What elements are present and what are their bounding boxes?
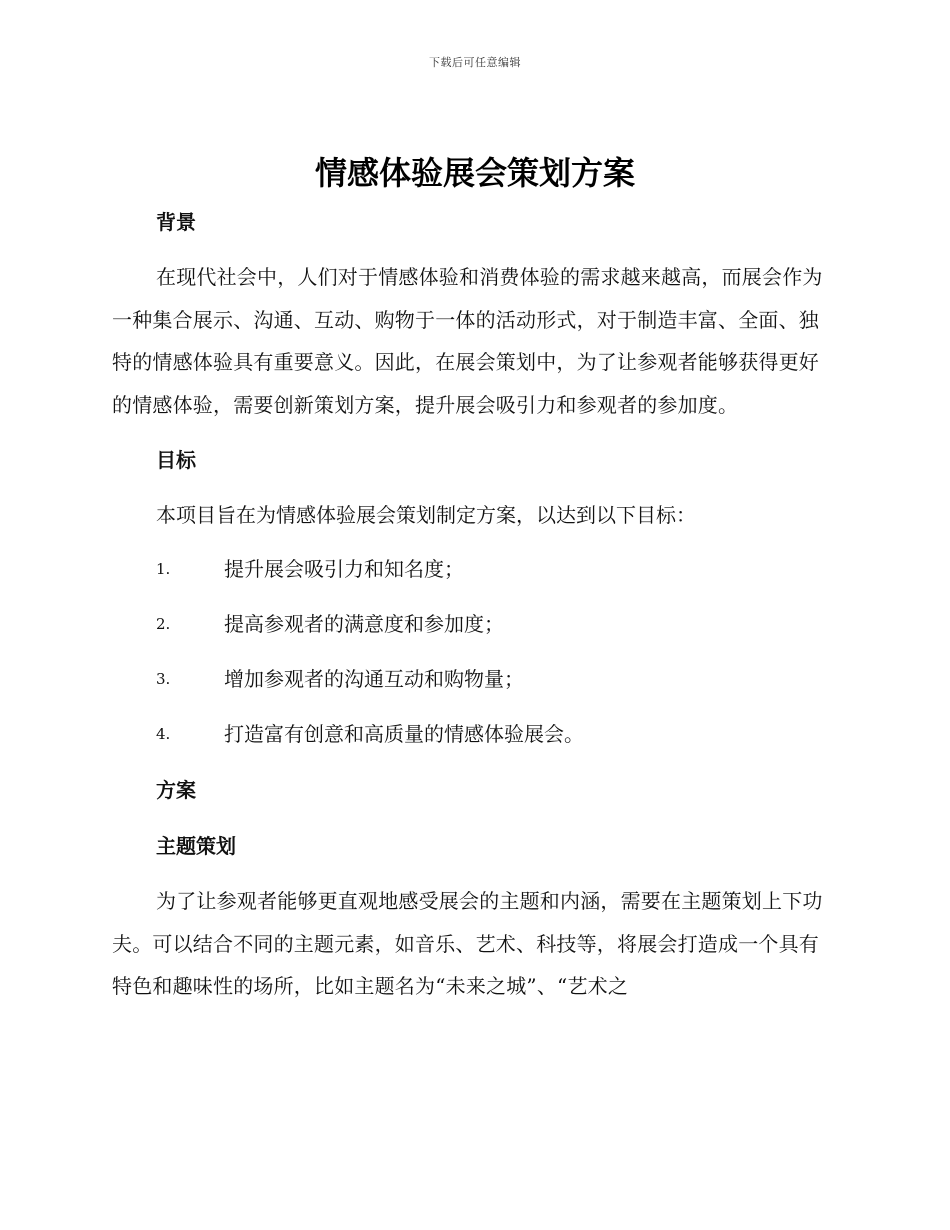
list-item-text: 提高参观者的满意度和参加度；: [224, 612, 504, 636]
header-note: 下载后可任意编辑: [429, 56, 521, 69]
list-item-text: 提升展会吸引力和知名度；: [224, 557, 464, 581]
goals-intro: 本项目旨在为情感体验展会策划制定方案，以达到以下目标：: [156, 503, 696, 527]
theme-paragraph: 为了让参观者能够更直观地感受展会的主题和内涵，需要在主题策划上下功夫。可以结合不同的主题元素，如音乐、艺术、科技等，将展会打造成一个具有特色和趣味性的场所，比如主题名为“未来之城”、“艺术之: [112, 889, 823, 998]
list-item: [112, 658, 836, 713]
section-heading-plan: 方案: [156, 778, 196, 802]
section-heading-theme: 主题策划: [156, 834, 236, 858]
list-item-number: 2.: [156, 615, 171, 633]
list-item: [112, 603, 836, 658]
section-heading-goals: 目标: [156, 448, 196, 472]
section-heading-background: 背景: [156, 210, 196, 234]
list-item: [112, 548, 836, 603]
list-item-number: 4.: [156, 725, 171, 743]
list-item-text: 增加参观者的沟通互动和购物量；: [224, 667, 524, 691]
document-title: 情感体验展会策划方案: [314, 154, 635, 192]
list-item-text: 打造富有创意和高质量的情感体验展会。: [224, 722, 584, 746]
goal-list: [112, 548, 836, 768]
list-item-number: 3.: [156, 670, 171, 688]
background-paragraph: 在现代社会中，人们对于情感体验和消费体验的需求越来越高，而展会作为一种集合展示、沟通、互动、购物于一体的活动形式，对于制造丰富、全面、独特的情感体验具有重要意义。因此，在展会策划中，为了让参观者能够获得更好的情感体验，需要创新策划方案，提升展会吸引力和参观者的参加度。: [112, 265, 823, 417]
list-item-number: 1.: [156, 560, 171, 578]
list-item: [112, 713, 836, 768]
document-body: [112, 200, 836, 1008]
